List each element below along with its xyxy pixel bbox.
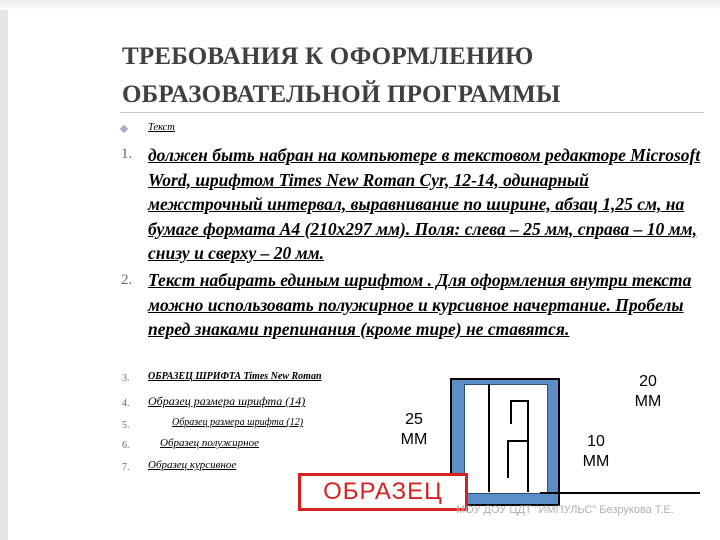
item-number: 7.	[122, 462, 130, 473]
bottom-margin-line	[507, 440, 529, 442]
italic-sample: Образец курсивное	[148, 459, 237, 471]
bullet-text: Текст	[148, 122, 175, 133]
slide-title: ТРЕБОВАНИЯ К ОФОРМЛЕНИЮ ОБРАЗОВАТЕЛЬНОЙ ПРОГРАММЫ	[122, 43, 561, 108]
right-margin-line	[527, 400, 529, 492]
baseline-line	[540, 492, 700, 494]
left-margin-line	[488, 384, 490, 492]
requirement-item-1: должен быть набран на компьютере в текстовом редакторе Microsoft Word, шрифтом Times New Roman Cyr, 12-14, одинарный межстрочный интервал, выравнивание по ширине, абзац 1,25 см, на бумаге формата А4 (210х297 мм). Поля: слева – 25 мм, справа – 10 мм, снизу и сверху – 20 мм.	[148, 145, 701, 263]
top-margin-line	[510, 400, 529, 402]
bold-sample: Образец полужирное	[160, 437, 259, 449]
size-12-sample: Образец размера шрифта (12)	[172, 417, 304, 428]
item-number: 2.	[121, 272, 133, 288]
size-14-sample: Образец размера шрифта (14)	[148, 394, 306, 408]
item-number: 5.	[122, 420, 130, 431]
page-diagram-inner	[464, 384, 548, 494]
item-number: 6.	[122, 440, 130, 451]
left-margin-label: 25 ММ	[400, 411, 428, 448]
font-sample-line: ОБРАЗЕЦ ШРИФТА Times New Roman	[148, 371, 322, 382]
item-number: 4.	[122, 398, 130, 409]
bottom-margin-tick	[507, 440, 509, 478]
sample-stamp: ОБРАЗЕЦ	[298, 473, 468, 511]
right-margin-label: 10 ММ	[582, 433, 610, 470]
item-number: 1.	[121, 146, 133, 162]
top-margin-tick	[510, 400, 512, 424]
title-divider	[120, 112, 704, 113]
slide-top-border	[0, 0, 720, 10]
footer-author: МОУ ДОУ ЦДТ "ИМПУЛЬС" Безрукова Т.Е.	[456, 504, 674, 516]
bullet-marker-icon	[120, 125, 128, 133]
requirement-item-2: Текст набирать единым шрифтом . Для оформления внутри текста можно использовать полужирное и курсивное начертание. Пробелы перед знаками препинания (кроме тире) не ставятся.	[148, 270, 692, 339]
slide-left-border	[0, 0, 8, 540]
top-margin-label: 20 ММ	[634, 373, 662, 410]
item-number: 3.	[122, 373, 130, 384]
